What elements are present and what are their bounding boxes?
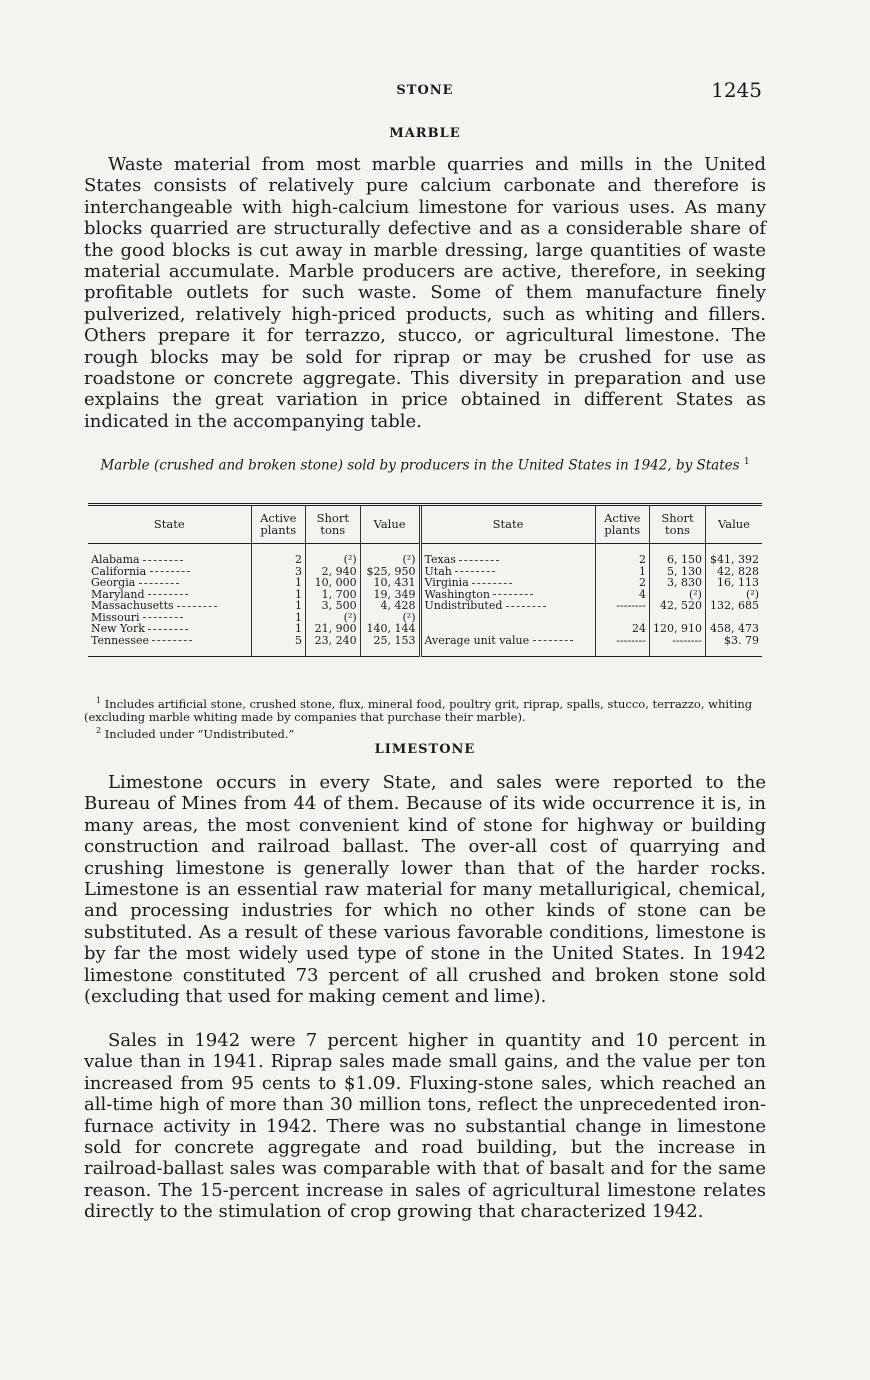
col-header-plants-right: Active plants	[595, 505, 649, 544]
limestone-heading: LIMESTONE	[374, 742, 476, 757]
footnote-2	[84, 724, 766, 741]
cell-value	[705, 600, 762, 612]
cell-tons-text: 3, 500	[321, 599, 357, 612]
col-header-value-right: Value	[705, 505, 762, 544]
cell-state	[420, 635, 595, 657]
cell-plants-text: 3	[294, 564, 302, 578]
cell-value	[705, 635, 762, 657]
limestone-paragraph-1: Limestone occurs in every State, and sales were reported to the Bureau of Mines from 44 of them. Because of its wide occurrence it is, in many areas, the most convenient kind of stone for highway or building construction and railroad ballast. The over-all cost of quarrying and crushing limestone is generally lower than that of the harder rocks. Limestone is an essential raw material for many metallurigical, chemical, and processing industries for which no other kinds of stone can be substituted. As a result of these various favorable conditions, limestone is by far the most widely used type of stone in the United States. In 1942 limestone constituted 73 percent of all crushed and broken stone sold (excluding that used for making cement and lime).	[84, 772, 766, 1008]
col-header-value-left: Value	[360, 505, 420, 544]
page-number: 1245	[711, 78, 762, 102]
cell-value-text: $41, 392	[710, 553, 759, 566]
cell-plants-text: 1	[638, 564, 646, 578]
footnote-1	[84, 694, 766, 724]
dot-leader	[459, 560, 499, 561]
cell-value	[360, 544, 420, 566]
cell-plants	[595, 544, 649, 566]
col-header-state-right: State	[420, 505, 595, 544]
footnotes	[84, 694, 766, 741]
cell-tons	[305, 544, 360, 566]
cell-state	[88, 635, 251, 657]
cell-value	[705, 544, 762, 566]
cell-tons-text: 1, 700	[321, 587, 357, 601]
cell-plants-text: 1	[294, 599, 302, 612]
cell-value-text: 10, 431	[373, 576, 416, 589]
cell-value-text: $25, 950	[366, 564, 416, 578]
cell-plants-text: 2	[638, 576, 646, 589]
cell-state-text: Utah	[424, 564, 452, 578]
cell-value-text: $3. 79	[724, 633, 759, 647]
dot-leader	[152, 640, 192, 641]
cell-value-text: 19, 349	[373, 587, 416, 601]
cell-plants	[595, 635, 649, 657]
cell-plants-text: 4	[638, 587, 646, 601]
dot-leader	[143, 617, 183, 618]
cell-tons-text: 21, 900	[314, 622, 357, 635]
cell-tons	[305, 635, 360, 657]
cell-state-text: Undistributed	[424, 599, 503, 612]
cell-tons-text: --------	[672, 633, 702, 647]
cell-state-text: Tennessee	[91, 633, 149, 647]
marble-paragraph: Waste material from most marble quarries and mills in the United States consists of relatively pure calcium carbonate and therefore is interchangeable with high-calcium limestone for various uses. As many blocks quarried are structurally defective and as a considerable share of the good blocks is cut away in marble dressing, large quantities of waste material accumulate. Marble producers are active, therefore, in seeking profitable outlets for such waste. Some of them manufacture finely pulverized, relatively high-priced products, such as whiting and fillers. Others prepare it for terrazzo, stucco, or agricultural limestone. The rough blocks may be sold for riprap or may be crushed for use as roadstone or concrete aggregate. This diversity in preparation and use explains the great variation in price obtained in different States as indicated in the accompanying table.	[84, 154, 766, 432]
cell-plants-text: --------	[616, 599, 646, 612]
cell-value	[360, 635, 420, 657]
cell-tons-text: 5, 130	[666, 564, 702, 578]
col-header-tons-left: Short tons	[305, 505, 360, 544]
cell-state	[420, 600, 595, 612]
cell-state-text: Georgia	[91, 576, 136, 589]
dot-leader	[143, 560, 183, 561]
cell-value-text: (²)	[402, 610, 416, 624]
cell-state-text: Texas	[424, 553, 456, 566]
cell-plants-text: 2	[638, 553, 646, 566]
table-row	[88, 600, 762, 612]
cell-state-text: Washington	[424, 587, 490, 601]
cell-plants-text: 1	[294, 622, 302, 635]
cell-plants-text: 2	[294, 553, 302, 566]
dot-leader	[148, 629, 188, 630]
cell-state-text: Maryland	[91, 587, 145, 601]
dot-leader	[455, 571, 495, 572]
footnote-2-mark: 2	[96, 725, 102, 735]
cell-state-text: California	[91, 564, 147, 578]
table-caption-text: Marble (crushed and broken stone) sold by producers in the United States in 1942, by States	[100, 457, 740, 474]
cell-tons-text: 23, 240	[314, 633, 357, 647]
cell-tons	[649, 600, 705, 612]
cell-value-text: 42, 828	[717, 564, 759, 578]
cell-state	[420, 612, 595, 624]
col-header-plants-left: Active plants	[251, 505, 305, 544]
cell-state-text: New York	[91, 622, 145, 635]
table-body	[88, 544, 762, 657]
cell-value-text: 16, 113	[717, 576, 759, 589]
marble-heading: MARBLE	[389, 126, 461, 141]
cell-tons-text: 42, 520	[659, 599, 702, 612]
cell-value-text: 140, 144	[366, 622, 416, 635]
cell-plants	[251, 635, 305, 657]
dot-leader	[506, 606, 546, 607]
dot-leader	[148, 594, 188, 595]
cell-tons	[649, 544, 705, 566]
cell-state-text: Virginia	[424, 576, 469, 589]
dot-leader	[139, 583, 179, 584]
cell-plants	[251, 544, 305, 566]
dot-leader	[150, 571, 190, 572]
limestone-paragraph-2: Sales in 1942 were 7 percent higher in quantity and 10 percent in value than in 1941. Riprap sales made small gains, and the value per ton increased from 95 cents to $1.09. Fluxing-stone sales, which reached an all-time high of more than 30 million tons, reflect the unprecedented iron-furnace activity in 1942. There was no substantial change in limestone sold for concrete aggregate and road building, but the increase in railroad-ballast sales was comparable with that of basalt and for the same reason. The 15-percent increase in sales of agricultural limestone relates directly to the stimulation of crop growing that characterized 1942.	[84, 1030, 766, 1223]
cell-plants-text: 1	[294, 610, 302, 624]
cell-tons-text: 6, 150	[666, 553, 702, 566]
cell-plants-text: 1	[294, 576, 302, 589]
cell-plants-text: 24	[631, 622, 646, 635]
dot-leader	[533, 640, 573, 641]
cell-value-text: (²)	[746, 587, 759, 601]
running-header	[84, 78, 766, 102]
cell-value-text: 25, 153	[373, 633, 416, 647]
marble-sales-table	[88, 503, 762, 657]
cell-tons-text: (²)	[688, 587, 702, 601]
cell-value-text: 458, 473	[710, 622, 759, 635]
table-row	[88, 544, 762, 566]
table-caption-footnote-ref: 1	[743, 457, 750, 467]
cell-tons	[649, 635, 705, 657]
cell-tons-text: 120, 910	[652, 622, 702, 635]
cell-state-text: Missouri	[91, 610, 140, 624]
dot-leader	[472, 583, 512, 584]
cell-tons-text: 10, 000	[314, 576, 357, 589]
cell-state-text: Average unit value	[424, 633, 530, 647]
cell-tons-text: (²)	[343, 610, 357, 624]
footnote-2-text: Included under “Undistributed.”	[104, 726, 295, 741]
running-title: STONE	[396, 83, 454, 98]
col-header-tons-right: Short tons	[649, 505, 705, 544]
footnote-1-text: Includes artificial stone, crushed stone, flux, mineral food, poultry grit, riprap, spalls, stucco, terrazzo, whiting (excluding marble whiting made by companies that purchase their marble).	[84, 696, 753, 724]
cell-value-text: (²)	[402, 553, 416, 566]
table-row	[88, 635, 762, 657]
dot-leader	[177, 606, 217, 607]
col-header-state-left: State	[88, 505, 251, 544]
cell-plants	[595, 600, 649, 612]
cell-tons-text: (²)	[343, 553, 357, 566]
dot-leader	[493, 594, 533, 595]
cell-tons-text: 2, 940	[321, 564, 357, 578]
cell-tons-text: 3, 830	[666, 576, 702, 589]
cell-state-text: Alabama	[91, 553, 140, 566]
cell-plants-text: --------	[616, 633, 646, 647]
cell-plants-text: 1	[294, 587, 302, 601]
cell-state-text: Massachusetts	[91, 599, 174, 612]
cell-state	[88, 544, 251, 566]
cell-plants-text: 5	[294, 633, 302, 647]
cell-value-text: 4, 428	[380, 599, 416, 612]
table-caption	[84, 454, 766, 475]
cell-value-text: 132, 685	[710, 599, 759, 612]
footnote-1-mark: 1	[96, 696, 102, 705]
cell-state	[420, 544, 595, 566]
table-header-row	[88, 505, 762, 544]
